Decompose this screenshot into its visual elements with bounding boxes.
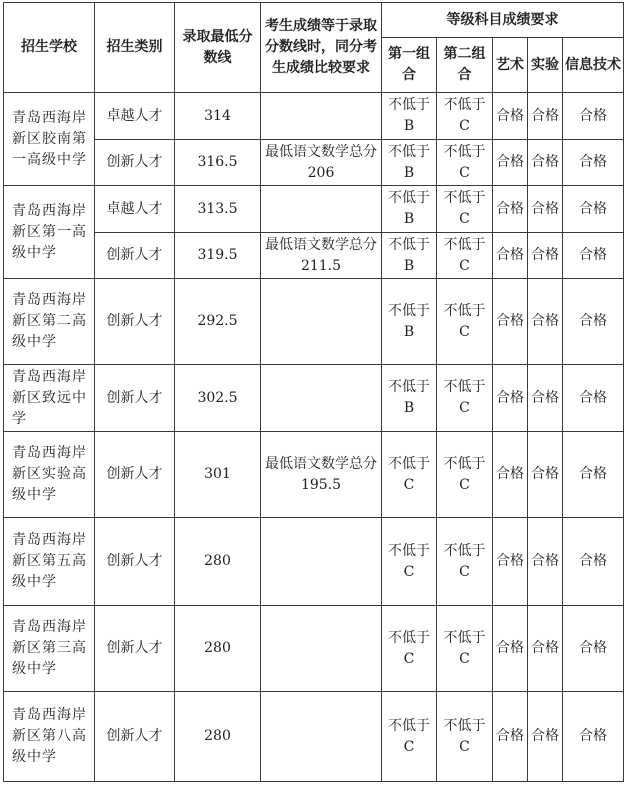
- school-name: 青岛西海岸新区第三高级中学: [4, 606, 95, 692]
- school-name: 青岛西海岸新区致远中学: [4, 365, 95, 432]
- group2-cell: 不低于C: [437, 432, 493, 518]
- score-cell: 280: [175, 606, 261, 692]
- header-category: 招生类别: [95, 3, 175, 93]
- group2-cell: 不低于C: [437, 692, 493, 782]
- tie-cell: [261, 606, 382, 692]
- category-cell: 创新人才: [95, 432, 175, 518]
- table-row: [4, 692, 624, 782]
- lab-cell: 合格: [528, 432, 563, 518]
- tie-cell: [261, 365, 382, 432]
- table-row: [4, 606, 624, 692]
- tie-cell: 最低语文数学总分206: [261, 140, 382, 186]
- art-cell: 合格: [493, 365, 528, 432]
- category-cell: 创新人才: [95, 518, 175, 606]
- table-row: [4, 186, 624, 233]
- lab-cell: 合格: [528, 606, 563, 692]
- tie-cell: [261, 186, 382, 233]
- header-group1: 第一组合: [382, 38, 437, 93]
- art-cell: 合格: [493, 432, 528, 518]
- table-row: [4, 279, 624, 365]
- group2-cell: 不低于C: [437, 233, 493, 279]
- header-grade-requirements: 等级科目成绩要求: [382, 3, 624, 38]
- group2-cell: 不低于C: [437, 518, 493, 606]
- it-cell: 合格: [563, 186, 624, 233]
- lab-cell: 合格: [528, 233, 563, 279]
- table-row: [4, 93, 624, 140]
- score-cell: 302.5: [175, 365, 261, 432]
- group1-cell: 不低于C: [382, 518, 437, 606]
- category-cell: 创新人才: [95, 606, 175, 692]
- category-cell: 创新人才: [95, 233, 175, 279]
- group1-cell: 不低于C: [382, 606, 437, 692]
- group2-cell: 不低于C: [437, 365, 493, 432]
- table-row: [4, 518, 624, 606]
- it-cell: 合格: [563, 140, 624, 186]
- lab-cell: 合格: [528, 365, 563, 432]
- tie-cell: 最低语文数学总分195.5: [261, 432, 382, 518]
- category-cell: 创新人才: [95, 279, 175, 365]
- header-tie-rule: 考生成绩等于录取分数线时，同分考生成绩比较要求: [261, 3, 382, 93]
- score-cell: 301: [175, 432, 261, 518]
- lab-cell: 合格: [528, 279, 563, 365]
- art-cell: 合格: [493, 233, 528, 279]
- art-cell: 合格: [493, 93, 528, 140]
- category-cell: 创新人才: [95, 692, 175, 782]
- tie-cell: [261, 93, 382, 140]
- header-it: 信息技术: [563, 38, 624, 93]
- score-cell: 280: [175, 692, 261, 782]
- group1-cell: 不低于B: [382, 279, 437, 365]
- group1-cell: 不低于C: [382, 692, 437, 782]
- art-cell: 合格: [493, 692, 528, 782]
- score-cell: 292.5: [175, 279, 261, 365]
- lab-cell: 合格: [528, 93, 563, 140]
- art-cell: 合格: [493, 518, 528, 606]
- art-cell: 合格: [493, 279, 528, 365]
- category-cell: 卓越人才: [95, 93, 175, 140]
- score-cell: 280: [175, 518, 261, 606]
- it-cell: 合格: [563, 365, 624, 432]
- group1-cell: 不低于B: [382, 233, 437, 279]
- score-cell: 316.5: [175, 140, 261, 186]
- score-cell: 319.5: [175, 233, 261, 279]
- category-cell: 卓越人才: [95, 186, 175, 233]
- admission-table: [3, 2, 624, 782]
- group1-cell: 不低于B: [382, 365, 437, 432]
- header-min-score: 录取最低分数线: [175, 3, 261, 93]
- school-name: 青岛西海岸新区第五高级中学: [4, 518, 95, 606]
- lab-cell: 合格: [528, 692, 563, 782]
- it-cell: 合格: [563, 518, 624, 606]
- school-name: 青岛西海岸新区第一高级中学: [4, 186, 95, 279]
- art-cell: 合格: [493, 140, 528, 186]
- school-name: 青岛西海岸新区第二高级中学: [4, 279, 95, 365]
- group2-cell: 不低于C: [437, 279, 493, 365]
- score-cell: 314: [175, 93, 261, 140]
- school-name: 青岛西海岸新区第八高级中学: [4, 692, 95, 782]
- group2-cell: 不低于C: [437, 186, 493, 233]
- art-cell: 合格: [493, 186, 528, 233]
- group1-cell: 不低于B: [382, 140, 437, 186]
- lab-cell: 合格: [528, 518, 563, 606]
- group1-cell: 不低于B: [382, 93, 437, 140]
- lab-cell: 合格: [528, 186, 563, 233]
- category-cell: 创新人才: [95, 365, 175, 432]
- art-cell: 合格: [493, 606, 528, 692]
- it-cell: 合格: [563, 233, 624, 279]
- header-school: 招生学校: [4, 3, 95, 93]
- tie-cell: [261, 279, 382, 365]
- table-row: [4, 365, 624, 432]
- tie-cell: 最低语文数学总分211.5: [261, 233, 382, 279]
- table-row: [4, 432, 624, 518]
- it-cell: 合格: [563, 692, 624, 782]
- header-lab: 实验: [528, 38, 563, 93]
- tie-cell: [261, 518, 382, 606]
- category-cell: 创新人才: [95, 140, 175, 186]
- group2-cell: 不低于C: [437, 140, 493, 186]
- lab-cell: 合格: [528, 140, 563, 186]
- school-name: 青岛西海岸新区实验高级中学: [4, 432, 95, 518]
- it-cell: 合格: [563, 606, 624, 692]
- tie-cell: [261, 692, 382, 782]
- table-row: [4, 140, 624, 186]
- table-row: [4, 233, 624, 279]
- group2-cell: 不低于C: [437, 606, 493, 692]
- group2-cell: 不低于C: [437, 93, 493, 140]
- it-cell: 合格: [563, 279, 624, 365]
- header-group2: 第二组合: [437, 38, 493, 93]
- it-cell: 合格: [563, 432, 624, 518]
- group1-cell: 不低于C: [382, 432, 437, 518]
- it-cell: 合格: [563, 93, 624, 140]
- header-art: 艺术: [493, 38, 528, 93]
- school-name: 青岛西海岸新区胶南第一高级中学: [4, 93, 95, 186]
- group1-cell: 不低于B: [382, 186, 437, 233]
- score-cell: 313.5: [175, 186, 261, 233]
